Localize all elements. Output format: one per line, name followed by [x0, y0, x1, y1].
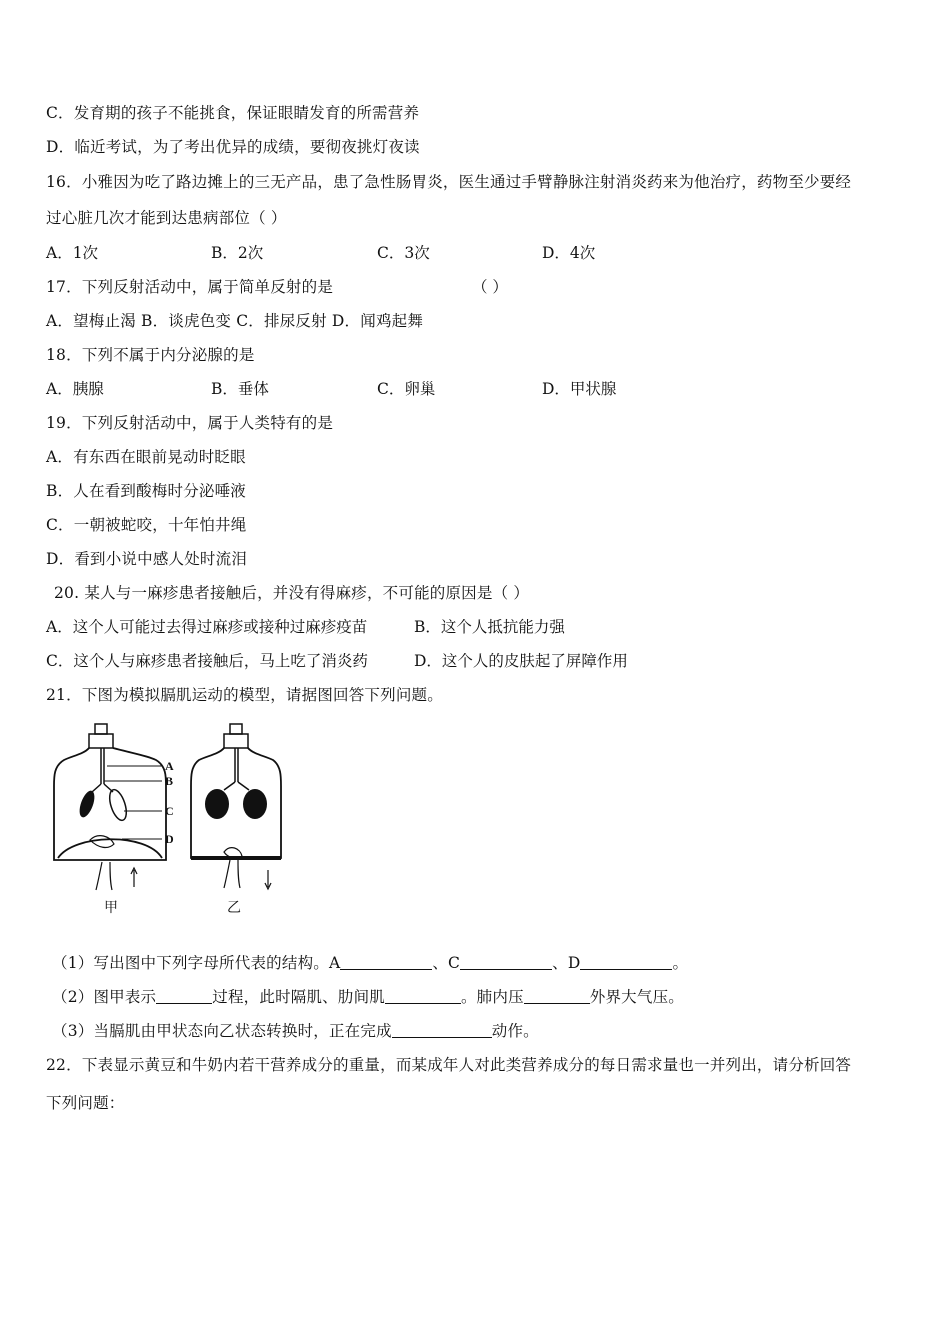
q18-option-c: C．卵巢 — [377, 380, 436, 398]
question-16-text: 16．小雅因为吃了路边摊上的三无产品，患了急性肠胃炎，医生通过手臂静脉注射消炎药来为他治疗，药物至少要经 — [46, 173, 852, 191]
label-a: A — [165, 759, 174, 773]
q20-option-b: B．这个人抵抗能力强 — [414, 618, 565, 636]
blank-pressure[interactable] — [524, 989, 590, 1004]
question-22-text: 22．下表显示黄豆和牛奶内若干营养成分的重量，而某成年人对此类营养成分的每日需求量也一并列出，请分析回答 — [46, 1056, 852, 1074]
q21-part1-d: 、D — [552, 954, 581, 972]
blank-muscle-state[interactable] — [385, 989, 461, 1004]
label-b: B — [165, 774, 174, 788]
q16-option-a: A．1次 — [46, 244, 99, 262]
option-d-line: D．临近考试，为了考出优异的成绩，要彻夜挑灯夜读 — [46, 138, 420, 156]
right-lung-inflated — [243, 789, 267, 819]
q19-option-d: D．看到小说中感人处时流泪 — [46, 550, 248, 568]
q18-option-d: D．甲状腺 — [542, 380, 617, 398]
q16-option-b: B．2次 — [211, 244, 264, 262]
left-lung-inflated — [205, 789, 229, 819]
q19-option-c: C．一朝被蛇咬，十年怕井绳 — [46, 516, 247, 534]
question-19-text: 19．下列反射活动中，属于人类特有的是 — [46, 414, 334, 432]
q21-part1-prefix: （1）写出图中下列字母所代表的结构。A — [52, 954, 341, 972]
question-16-text-cont: 过心脏几次才能到达患病部位（ ） — [46, 209, 287, 227]
jar-left — [54, 724, 174, 916]
question-20-text: 20. 某人与一麻疹患者接触后，并没有得麻疹，不可能的原因是（ ） — [54, 584, 530, 602]
q21-part2-pressure: 。肺内压 — [460, 988, 524, 1006]
question-18-text: 18．下列不属于内分泌腺的是 — [46, 346, 255, 364]
q18-option-a: A．胰腺 — [46, 380, 104, 398]
q20-option-a: A．这个人可能过去得过麻疹或接种过麻疹疫苗 — [46, 618, 368, 636]
left-lung-shape — [77, 789, 98, 819]
q21-part2 — [52, 985, 684, 1007]
label-d: D — [165, 832, 174, 846]
q21-part2-end: 外界大气压。 — [589, 988, 684, 1006]
q21-part2-prefix: （2）图甲表示 — [52, 988, 157, 1006]
question-22-text-cont: 下列问题： — [46, 1094, 125, 1112]
question-17-paren: （ ） — [472, 278, 508, 296]
q16-option-d: D．4次 — [542, 244, 596, 262]
q19-option-a: A．有东西在眼前晃动时眨眼 — [46, 448, 246, 466]
blank-action[interactable] — [392, 1023, 492, 1038]
q21-part1-end: 。 — [672, 954, 689, 972]
q21-part1-c: 、C — [432, 954, 461, 972]
q20-option-d: D．这个人的皮肤起了屏障作用 — [414, 652, 628, 670]
caption-yi: 乙 — [227, 900, 241, 916]
blank-d[interactable] — [580, 955, 672, 970]
diaphragm-model-figure — [44, 712, 304, 927]
q21-part1 — [52, 951, 688, 973]
diaphragm-curve — [58, 839, 162, 858]
blank-process[interactable] — [156, 989, 212, 1004]
q17-options: A．望梅止渴 B．谈虎色变 C．排尿反射 D．闻鸡起舞 — [46, 312, 424, 330]
caption-jia: 甲 — [104, 900, 118, 916]
q19-option-b: B．人在看到酸梅时分泌唾液 — [46, 482, 246, 500]
right-lung-outline — [106, 788, 129, 823]
q21-part3-end: 动作。 — [491, 1022, 539, 1040]
option-c-line: C．发育期的孩子不能挑食，保证眼睛发育的所需营养 — [46, 104, 420, 122]
q21-part2-mid: 过程，此时隔肌、肋间肌 — [212, 988, 385, 1006]
q21-part3 — [52, 1019, 539, 1041]
q20-option-c: C．这个人与麻疹患者接触后，马上吃了消炎药 — [46, 652, 368, 670]
q16-option-c: C．3次 — [377, 244, 430, 262]
question-21-text: 21．下图为模拟膈肌运动的模型，请据图回答下列问题。 — [46, 686, 443, 704]
blank-a[interactable] — [340, 955, 432, 970]
q21-part3-prefix: （3）当膈肌由甲状态向乙状态转换时，正在完成 — [52, 1022, 392, 1040]
jar-right — [191, 724, 281, 916]
blank-c[interactable] — [460, 955, 552, 970]
question-17-text: 17．下列反射活动中，属于简单反射的是 — [46, 278, 334, 296]
label-c: C — [165, 804, 174, 818]
q18-option-b: B．垂体 — [211, 380, 269, 398]
